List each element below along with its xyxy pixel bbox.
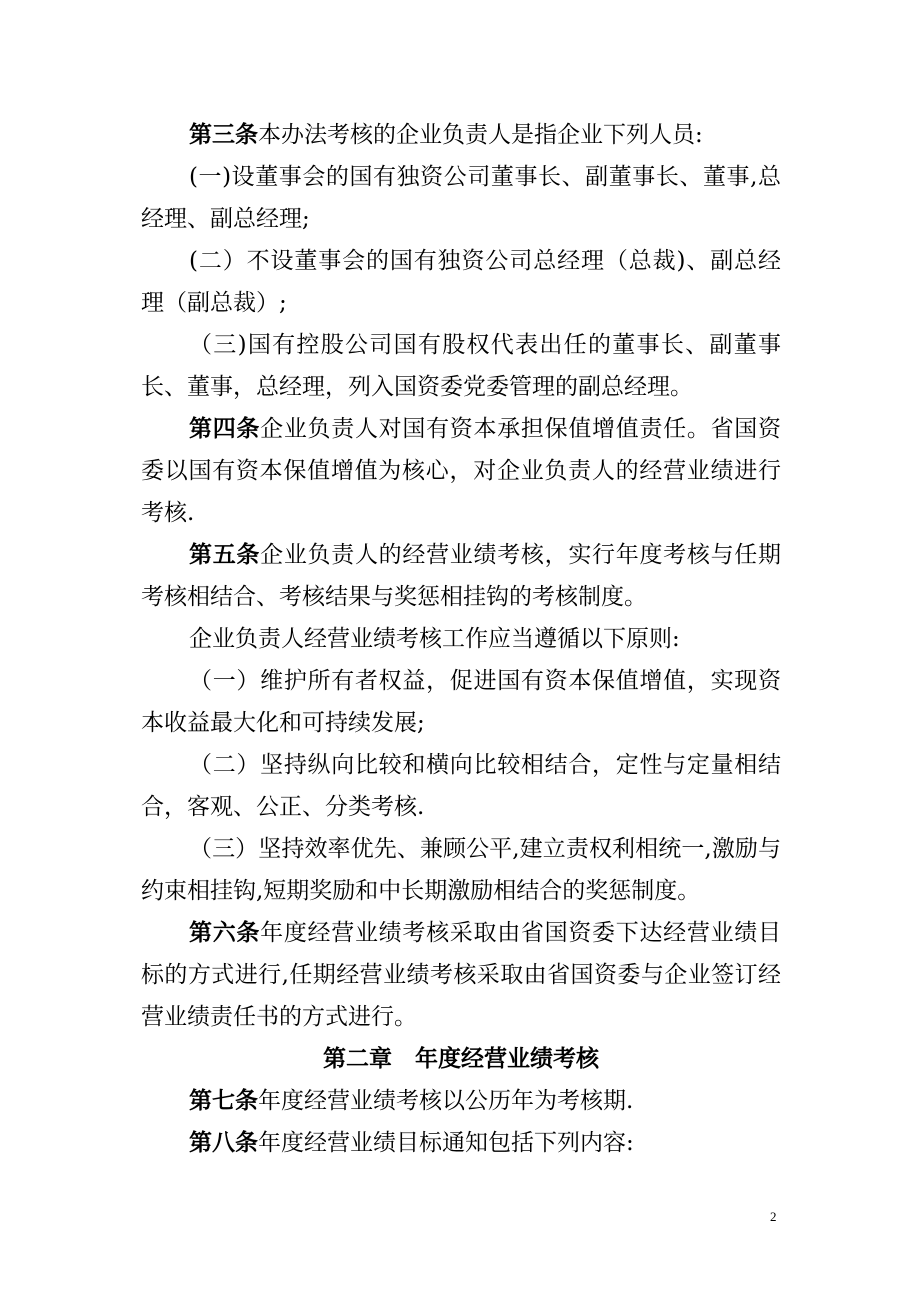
paragraph-text: 企业负责人经营业绩考核工作应当遵循以下原则: <box>189 626 680 652</box>
article-3-paragraph <box>141 114 781 156</box>
paragraph-text: （一）维护所有者权益，促进国有资本保值增值，实现资本收益最大化和可持续发展; <box>141 668 781 736</box>
article-number: 第八条 <box>189 1130 258 1156</box>
paragraph-text: 年度经营业绩考核采取由省国资委下达经营业绩目标的方式进行,任期经营业绩考核采取由省国资委与企业签订经营业绩责任书的方式进行。 <box>141 920 781 1030</box>
paragraph-text: 企业负责人的经营业绩考核，实行年度考核与任期考核相结合、考核结果与奖惩相挂钩的考核制度。 <box>141 542 781 610</box>
paragraph-text: 企业负责人对国有资本承担保值增值责任。省国资委以国有资本保值增值为核心，对企业负责人的经营业绩进行考核. <box>141 416 781 526</box>
article-5-paragraph <box>141 534 781 618</box>
chapter-heading: 第二章 年度经营业绩考核 <box>323 1046 599 1072</box>
paragraph-text: （三)国有控股公司国有股权代表出任的董事长、副董事长、董事，总经理，列入国资委党委管理的副总经理。 <box>141 332 781 400</box>
article-7-paragraph <box>141 1080 781 1122</box>
clause-2-paragraph <box>141 240 781 324</box>
paragraph-text: 本办法考核的企业负责人是指企业下列人员: <box>258 122 703 148</box>
paragraph-text: （三）坚持效率优先、兼顾公平,建立责权利相统一,激励与约束相挂钩,短期奖励和中长期激励相结合的奖惩制度。 <box>141 836 781 904</box>
article-number: 第七条 <box>189 1088 258 1114</box>
article-4-paragraph <box>141 408 781 534</box>
paragraph-text: （二）坚持纵向比较和横向比较相结合，定性与定量相结合，客观、公正、分类考核. <box>141 752 781 820</box>
article-number: 第三条 <box>189 122 258 148</box>
paragraph-text: 年度经营业绩目标通知包括下列内容: <box>258 1130 634 1156</box>
article-number: 第五条 <box>189 542 261 568</box>
document-body <box>141 114 781 1164</box>
principle-2-paragraph <box>141 744 781 828</box>
paragraph-text: 年度经营业绩考核以公历年为考核期. <box>258 1088 634 1114</box>
article-number: 第六条 <box>189 920 261 946</box>
clause-3-paragraph <box>141 324 781 408</box>
article-number: 第四条 <box>189 416 261 442</box>
principle-3-paragraph <box>141 828 781 912</box>
paragraph-text: (二）不设董事会的国有独资公司总经理（总裁)、副总经理（副总裁）; <box>141 248 781 316</box>
principle-1-paragraph <box>141 660 781 744</box>
article-6-paragraph <box>141 912 781 1038</box>
principles-intro-paragraph <box>141 618 781 660</box>
article-8-paragraph <box>141 1122 781 1164</box>
page-number: 2 <box>770 1209 777 1224</box>
paragraph-text: (一)设董事会的国有独资公司董事长、副董事长、董事,总经理、副总经理; <box>141 164 781 232</box>
clause-1-paragraph <box>141 156 781 240</box>
